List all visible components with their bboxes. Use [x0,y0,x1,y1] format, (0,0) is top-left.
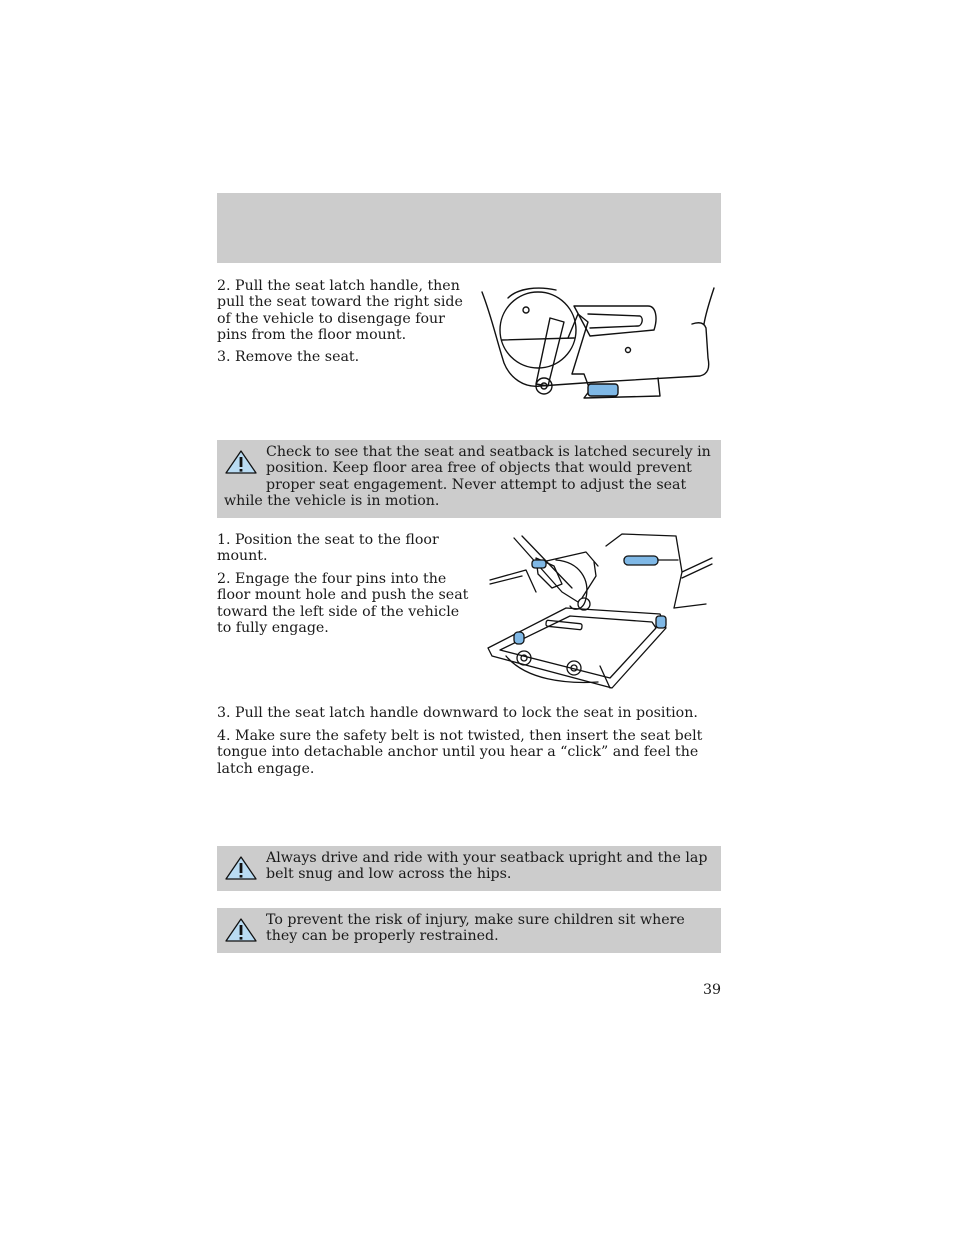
removal-step-3: 3. Remove the seat. [217,349,360,365]
install-step-4: 4. Make sure the safety belt is not twisted, then insert the seat belt tongue into detachable anchor until you hear a “click” and feel the latch engage. [217,728,703,777]
section-header-band [217,193,721,263]
seat-latch-illustration [478,278,722,404]
warning-children-box [217,908,721,953]
warning-latch-text: Check to see that the seat and seatback is latched securely in position. Keep floor area free of objects that would prevent proper seat engagement. Never attempt to adjust the seat while the vehicle is in motion. [224,444,711,510]
install-step-1: 1. Position the seat to the floor mount. [217,532,439,565]
removal-step-2: 2. Pull the seat latch handle, then pull the seat toward the right side of the vehicle to disengage four pins from the floor mount. [217,278,463,344]
install-step-2: 2. Engage the four pins into the floor mount hole and push the seat toward the left side of the vehicle to fully engage. [217,571,469,637]
warning-triangle-icon [224,917,258,943]
warning-children-text: To prevent the risk of injury, make sure children sit where they can be properly restrained. [266,912,685,945]
warning-triangle-icon [224,449,258,475]
floor-mount-illustration [486,532,714,694]
warning-upright-box [217,846,721,891]
warning-upright-text: Always drive and ride with your seatback upright and the lap belt snug and low across the hips. [266,850,708,883]
warning-triangle-icon [224,855,258,881]
install-step-3: 3. Pull the seat latch handle downward to lock the seat in position. [217,705,698,721]
page-number: 39 [702,982,721,998]
warning-latch-box [217,440,721,518]
